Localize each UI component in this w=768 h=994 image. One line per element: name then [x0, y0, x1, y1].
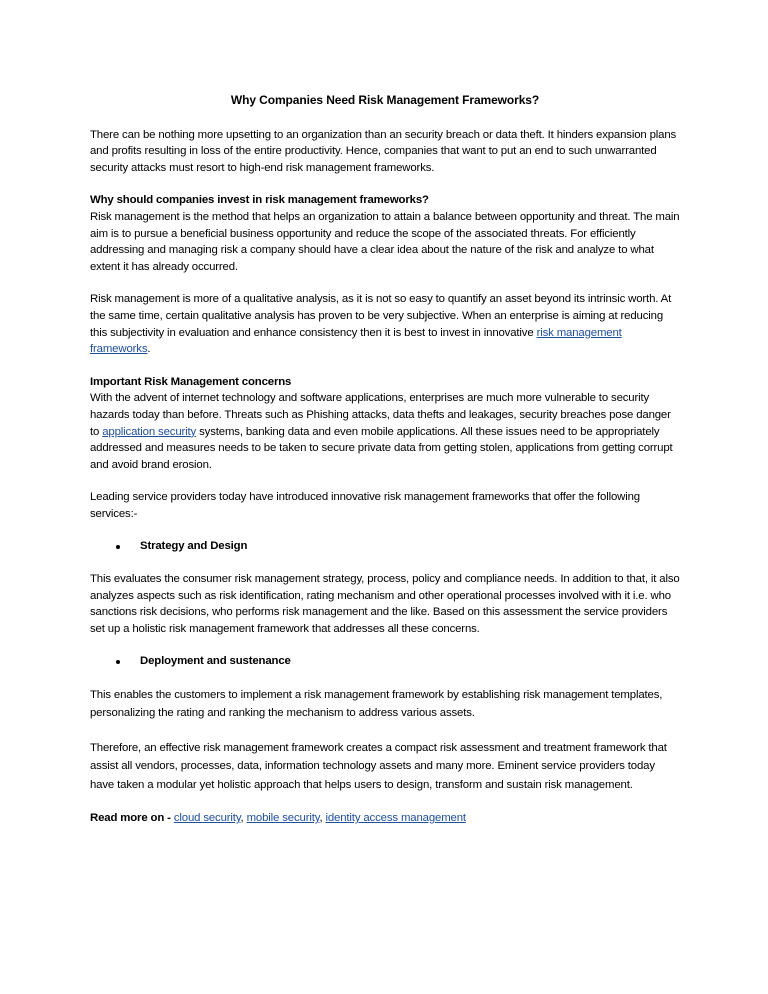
- bullet-deployment-sustenance: [90, 653, 680, 670]
- conclusion-paragraph: Therefore, an effective risk management framework creates a compact risk assessment and treatment framework that assist all vendors, processes, data, information technology assets and many more. Eminent service providers today have taken a modular yet holistic approach that helps users to design, transform and sustain risk management.: [90, 741, 667, 791]
- link-separator: ,: [240, 812, 247, 825]
- qualitative-paragraph: [90, 291, 680, 357]
- section-heading: Important Risk Management concerns: [90, 375, 292, 388]
- section-heading: Why should companies invest in risk management frameworks?: [90, 194, 429, 207]
- cloud-security-link[interactable]: cloud security: [173, 812, 241, 825]
- link-separator: ,: [319, 812, 326, 825]
- bullet-icon: [116, 660, 120, 664]
- section-concerns: [90, 374, 680, 474]
- read-more-label: Read more on -: [90, 812, 174, 825]
- services-intro-paragraph: Leading service providers today have introduced innovative risk management frameworks that offer the following services:-: [90, 491, 640, 520]
- read-more-line: [90, 810, 680, 827]
- document-page: [90, 92, 680, 843]
- paragraph-text: Risk management is more of a qualitative analysis, as it is not so easy to quantify an asset beyond its intrinsic worth. At the same time, certain qualitative analysis has proven to be very subjective. When an enterprise is aiming at reducing this subjectivity in evaluation and enhance consistency then it is best to invest in innovative: [90, 293, 672, 339]
- paragraph-text: .: [147, 343, 151, 356]
- paragraph-text: With the advent of internet technology and software applications, enterprises are much more vulnerable to security hazards today than before. Threats such as Phishing attacks, data thefts and leakages, security breaches pose danger to: [90, 392, 671, 438]
- strategy-paragraph: This evaluates the consumer risk management strategy, process, policy and compliance needs. In addition to that, it also analyzes aspects such as risk identification, rating mechanism and other operational processes involved with it i.e. who sanctions risk decisions, who performs risk management and the like. Based on this assessment the service providers set up a holistic risk management framework that addresses all these concerns.: [90, 573, 680, 635]
- mobile-security-link[interactable]: mobile security: [246, 812, 320, 825]
- deployment-paragraph: This enables the customers to implement a risk management framework by establishing risk management templates, personalizing the rating and ranking the mechanism to address various assets.: [90, 689, 663, 720]
- paragraph-text: Risk management is the method that helps an organization to attain a balance between opportunity and threat. The main aim is to pursue a beneficial business opportunity and reduce the scope of the associated threats. For efficiently addressing and managing risk a company should have a clear idea about the nature of the risk and analyze to what extent it has already occurred.: [90, 210, 680, 273]
- risk-management-frameworks-link[interactable]: risk management frameworks: [90, 326, 622, 356]
- section-why-invest: [90, 192, 680, 275]
- bullet-icon: [116, 545, 120, 549]
- paragraph-text: systems, banking data and even mobile applications. All these issues need to be appropriately addressed and measures needs to be taken to secure private data from getting stolen, applications from getting corrupt and avoid brand erosion.: [90, 425, 673, 471]
- intro-paragraph: There can be nothing more upsetting to an organization than an security breach or data theft. It hinders expansion plans and profits resulting in loss of the entire productivity. Hence, companies that want to put an end to such unwarranted security attacks must resort to high-end risk management frameworks.: [90, 128, 677, 174]
- application-security-link[interactable]: application security: [102, 425, 197, 438]
- bullet-strategy-design: [90, 538, 680, 555]
- bullet-label: Strategy and Design: [140, 540, 248, 553]
- document-title: Why Companies Need Risk Management Frameworks?: [230, 93, 540, 107]
- identity-access-management-link[interactable]: identity access management: [325, 812, 466, 825]
- bullet-label: Deployment and sustenance: [140, 655, 291, 668]
